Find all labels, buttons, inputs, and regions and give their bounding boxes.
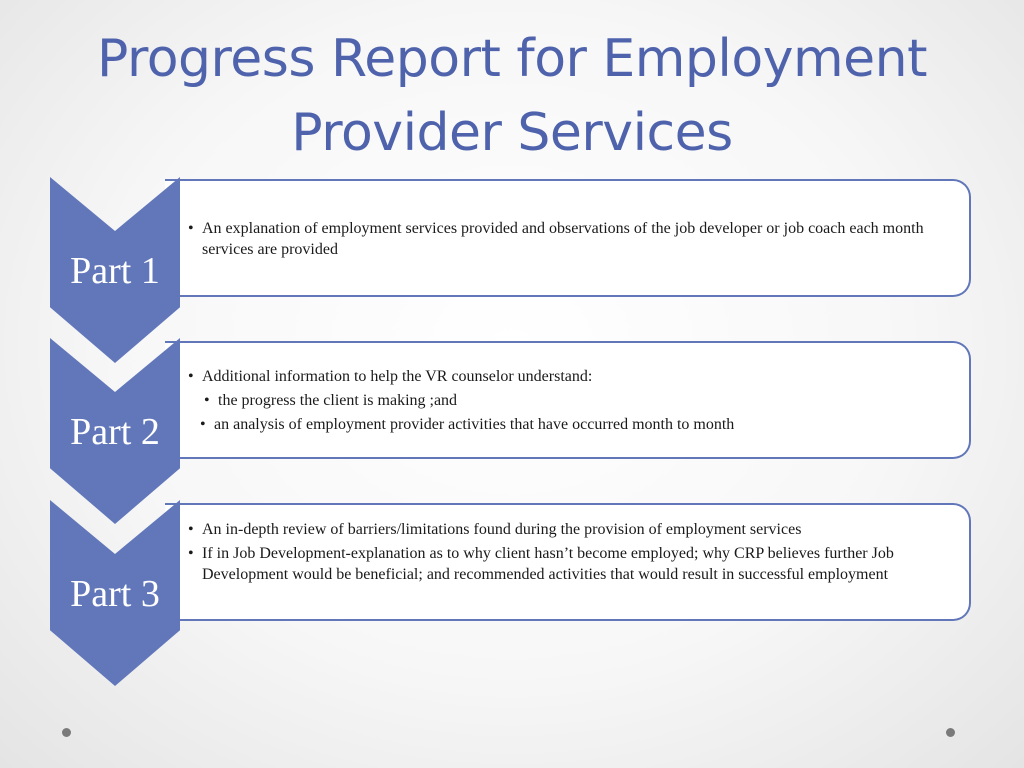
part-2-label: Part 2 bbox=[70, 411, 160, 453]
bullet-icon: • bbox=[188, 368, 194, 385]
part-1-bullets bbox=[186, 218, 966, 263]
part-2-sub-bullet-2-text: an analysis of employment provider activities that have occurred month to month bbox=[214, 416, 735, 433]
part-2-sub-bullet-1-text: the progress the client is making ;and bbox=[218, 392, 458, 409]
part-2-sub-bullet-1 bbox=[186, 390, 966, 411]
bullet-icon: • bbox=[204, 392, 210, 409]
slide-title-line-1: Progress Report for Employment bbox=[97, 29, 927, 89]
part-3-bullet-1 bbox=[186, 519, 966, 540]
bullet-icon: • bbox=[188, 521, 194, 538]
part-1-bullet-1 bbox=[186, 218, 966, 260]
decorative-dot-left bbox=[62, 728, 71, 737]
slide-title-line-2: Provider Services bbox=[291, 103, 733, 163]
part-3-bullet-2-text: If in Job Development-explanation as to why client hasn’t become employed; why CRP believes further Job Development would be beneficial; and recommended activities that would result in successful employment bbox=[202, 545, 894, 583]
part-2-sub-bullet-2 bbox=[186, 414, 966, 435]
part-1-bullet-1-text: An explanation of employment services provided and observations of the job developer or job coach each month services are provided bbox=[202, 220, 924, 258]
bullet-icon: • bbox=[188, 545, 194, 562]
decorative-dot-right bbox=[946, 728, 955, 737]
part-3-label: Part 3 bbox=[70, 573, 160, 615]
part-3-bullets bbox=[186, 519, 966, 588]
part-1-label: Part 1 bbox=[70, 250, 160, 292]
part-2-bullet-1 bbox=[186, 366, 966, 387]
part-3-bullet-1-text: An in-depth review of barriers/limitations found during the provision of employment services bbox=[202, 521, 802, 538]
part-3-bullet-2 bbox=[186, 543, 966, 585]
part-2-bullets bbox=[186, 366, 966, 438]
bullet-icon: • bbox=[188, 220, 194, 237]
bullet-icon: • bbox=[200, 416, 206, 433]
part-2-bullet-1-text: Additional information to help the VR counselor understand: bbox=[202, 368, 593, 385]
